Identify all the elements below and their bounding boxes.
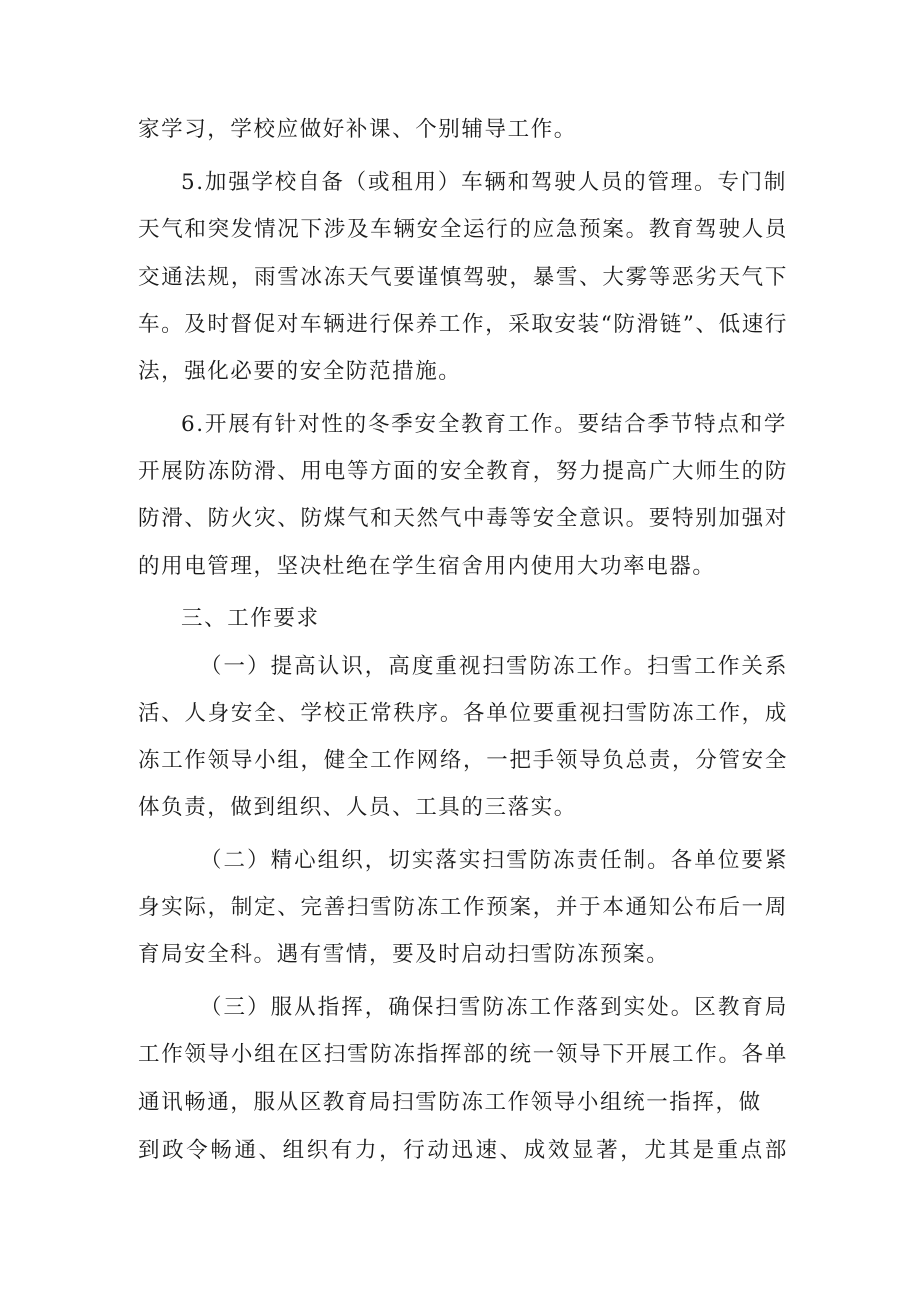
text-line: 通讯畅通，服从区教育局扫雪防冻工作领导小组统一指挥，做	[138, 1090, 762, 1115]
text-line: 家学习，学校应做好补课、个别辅导工作。	[138, 117, 577, 142]
text-line: 车。及时督促对车辆进行保养工作，采取安装“防滑链”、低速行	[138, 312, 788, 337]
section-heading: 三、工作要求	[181, 606, 320, 631]
text-line: 法，强化必要的安全防范措施。	[138, 359, 462, 384]
text-line: 活、人身安全、学校正常秩序。各单位要重视扫雪防冻工作，成	[138, 701, 788, 726]
text-line: 体负责，做到组织、人员、工具的三落实。	[138, 795, 577, 820]
text-line: 身实际，制定、完善扫雪防冻工作预案，并于本通知公布后一周	[138, 895, 788, 920]
text-line: 天气和突发情况下涉及车辆安全运行的应急预案。教育驾驶人员	[138, 217, 788, 242]
text-line: 的用电管理，坚决杜绝在学生宿舍用内使用大功率电器。	[138, 554, 716, 579]
paragraph-3-heading: （三）服从指挥，确保扫雪防冻工作落到实处。区教育局	[200, 995, 788, 1020]
paragraph-1-heading: （一）提高认识，高度重视扫雪防冻工作。扫雪工作关系	[200, 654, 788, 679]
text-line: 到政令畅通、组织有力，行动迅速、成效显著，尤其是重点部	[138, 1138, 788, 1163]
paragraph-5-heading: 5.加强学校自备（或租用）车辆和驾驶人员的管理。专门制	[181, 170, 787, 195]
text-line: 工作领导小组在区扫雪防冻指挥部的统一领导下开展工作。各单	[138, 1042, 788, 1067]
text-line: 交通法规，雨雪冰冻天气要谨慎驾驶，暴雪、大雾等恶劣天气下	[138, 265, 788, 290]
text-line: 防滑、防火灾、防煤气和天然气中毒等安全意识。要特别加强对	[138, 506, 788, 531]
text-line: 育局安全科。遇有雪情，要及时启动扫雪防冻预案。	[138, 942, 670, 967]
paragraph-2-heading: （二）精心组织，切实落实扫雪防冻责任制。各单位要紧	[200, 848, 788, 873]
text-line: 冻工作领导小组，健全工作网络，一把手领导负总责，分管安全	[138, 748, 788, 773]
text-line: 开展防冻防滑、用电等方面的安全教育，努力提高广大师生的防	[138, 459, 788, 484]
paragraph-6-heading: 6.开展有针对性的冬季安全教育工作。要结合季节特点和学	[181, 412, 787, 437]
